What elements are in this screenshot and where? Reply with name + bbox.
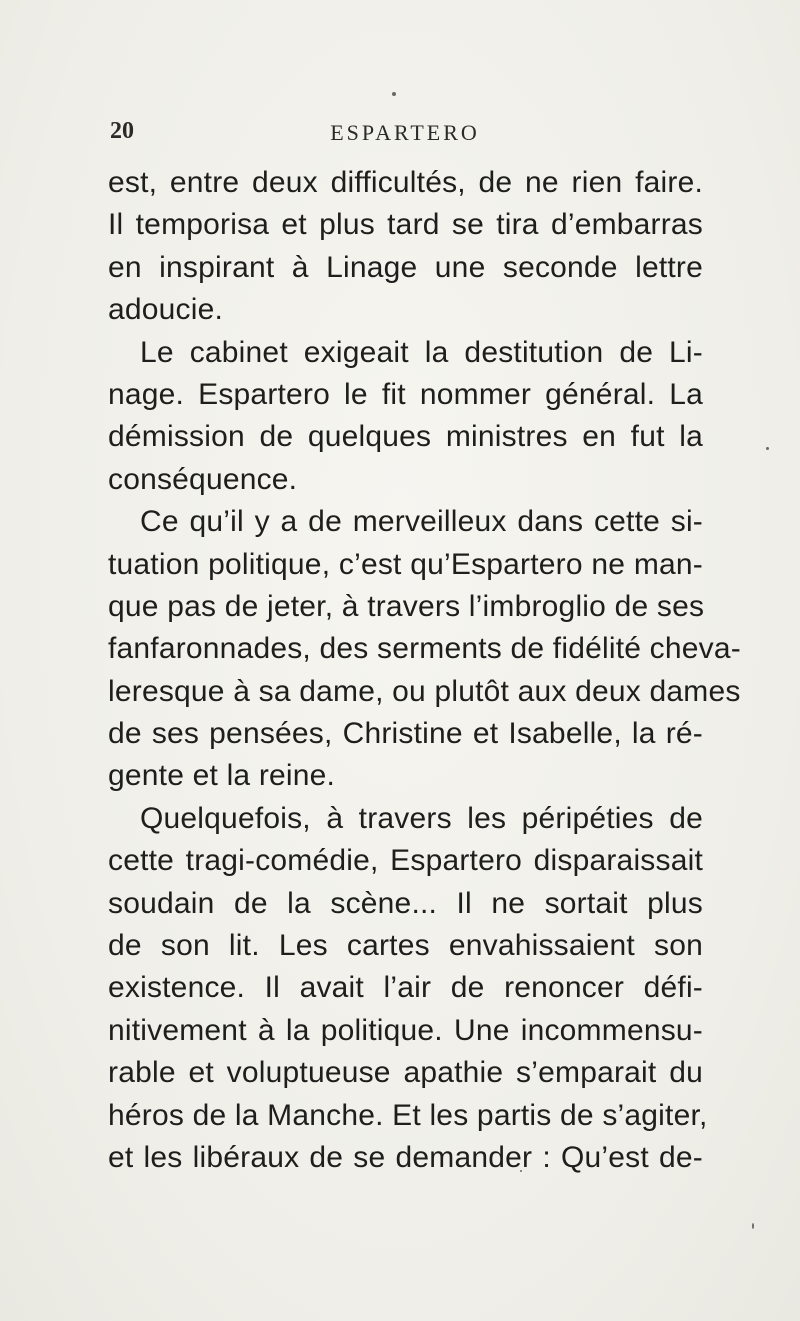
text-line: Le cabinet exigeait la destitution de Li-	[140, 335, 703, 369]
text-line: est, entre deux difficultés, de ne rien faire.	[108, 166, 703, 199]
running-title: ESPARTERO	[330, 120, 480, 145]
page-header	[110, 118, 700, 154]
text-line: soudain de la scène... Il ne sortait plus	[108, 886, 703, 920]
paper-speck	[766, 447, 769, 450]
paper-speck	[752, 1223, 754, 1229]
text-line: que pas de jeter, à travers l’imbroglio de ses	[108, 589, 705, 623]
text-line: Il temporisa et plus tard se tira d’embarras	[108, 208, 703, 242]
paper-speck	[392, 92, 396, 96]
text-line: Ce qu’il y a de merveilleux dans cette si-	[140, 505, 703, 539]
text-line: leresque à sa dame, ou plutôt aux deux dames	[108, 674, 741, 708]
text-line: héros de la Manche. Et les partis de s’agiter,	[108, 1098, 708, 1132]
text-line: rable et voluptueuse apathie s’emparait du	[108, 1056, 703, 1090]
text-line: démission de quelques ministres en fut la	[108, 420, 703, 454]
text-line: Quelquefois, à travers les péripéties de	[140, 801, 703, 835]
text-line: existence. Il avait l’air de renoncer défi-	[108, 971, 703, 1005]
text-line: et les libéraux de se demander : Qu’est de-	[108, 1140, 703, 1174]
text-line: en inspirant à Linage une seconde lettre	[108, 250, 703, 284]
text-line: fanfaronnades, des serments de fidélité cheva-	[108, 632, 741, 666]
text-line: adoucie.	[108, 293, 224, 327]
text-line: de son lit. Les cartes envahissaient son	[108, 929, 703, 963]
text-line: conséquence.	[108, 462, 298, 496]
text-line: gente et la reine.	[108, 759, 336, 793]
text-line: de ses pensées, Christine et Isabelle, la ré-	[108, 717, 703, 751]
text-line: cette tragi-comédie, Espartero disparaissait	[108, 844, 703, 878]
text-line: nitivement à la politique. Une incommensu-	[108, 1013, 703, 1047]
text-line: tuation politique, c’est qu’Espartero ne man-	[108, 547, 703, 581]
body-text	[108, 162, 741, 1179]
page-number: 20	[110, 118, 134, 144]
text-line: nage. Espartero le fit nommer général. La	[108, 377, 703, 411]
